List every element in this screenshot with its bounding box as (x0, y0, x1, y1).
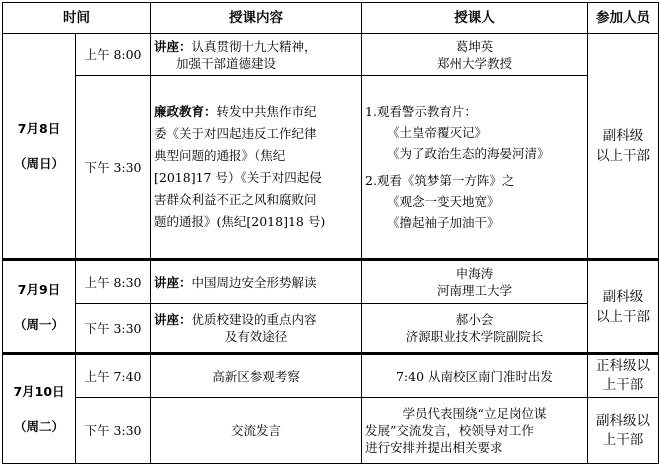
speaker-cell (362, 260, 588, 304)
table-row (3, 354, 659, 398)
table-row (3, 304, 659, 354)
audience-line: 上干部 (602, 431, 644, 448)
speaker-list-line: 《为了政治生态的海晏河清》 (387, 146, 550, 161)
session-keyword: 廉政教育： (154, 104, 217, 119)
schedule-table (2, 2, 659, 464)
speaker-cell (362, 76, 588, 260)
content-line: 题的通报》(焦纪[2018]18 号) (154, 214, 326, 229)
content-line: [2018]17 号）《关于对四起侵 (154, 170, 322, 185)
speaker-list-line: 《土皇帝覆灭记》 (387, 125, 488, 140)
day-date: 7月9日 (17, 281, 61, 297)
content-line: 典型问题的通报》（焦纪 (154, 148, 286, 163)
session-content (151, 34, 362, 76)
speaker-cell (362, 34, 588, 76)
day-weekday: （周二） (13, 419, 64, 434)
header-content: 授课内容 (151, 3, 362, 34)
day-cell (3, 354, 76, 464)
speaker-list-item: 1.观看警示教育片： (365, 104, 477, 119)
audience-line: 以上干部 (596, 148, 650, 164)
speaker-cell (362, 304, 588, 354)
speaker-list-line: 《观念一变天地宽》 (387, 194, 500, 209)
audience-line: 上干部 (602, 377, 644, 393)
day-date: 7月8日 (17, 121, 61, 136)
audience-line: 副科级 (602, 128, 644, 144)
content-line: 认真贯彻十九大精神， (191, 38, 317, 54)
header-speaker: 授课人 (362, 3, 588, 34)
session-content (151, 76, 362, 260)
audience-line: 以上干部 (596, 308, 650, 325)
audience-line: 副科级 (602, 288, 644, 305)
content-line: 害群众利益不正之风和腐败问 (154, 192, 317, 207)
session-time: 下午 3:30 (76, 76, 151, 260)
speaker-name: 郝小会 (455, 312, 494, 327)
session-content (151, 304, 362, 354)
speaker-line: 学员代表围绕“立足岗位谋 (402, 406, 547, 421)
day-weekday: （周日） (13, 156, 64, 171)
speaker-title: 河南理工大学 (436, 283, 512, 298)
session-keyword: 讲座： (154, 274, 192, 290)
speaker-cell: 7:40 从南校区南门准时出发 (362, 354, 588, 398)
session-time: 上午 8:30 (76, 260, 151, 304)
content-line: 转发中共焦作市纪 (216, 104, 317, 119)
content-line: 委《关于对四起违反工作纪律 (154, 126, 317, 141)
speaker-cell (362, 398, 588, 464)
speaker-line: 发展”交流发言，校领导对工作 (365, 423, 534, 438)
speaker-name: 葛坤英 (455, 38, 494, 54)
session-time: 下午 3:30 (76, 398, 151, 464)
day-weekday: （周一） (13, 316, 64, 332)
speaker-title: 济源职业技术学院副院长 (405, 329, 544, 344)
table-row (3, 398, 659, 464)
header-audience: 参加人员 (588, 3, 659, 34)
audience-cell (588, 34, 659, 260)
session-time: 下午 3:30 (76, 304, 151, 354)
session-keyword: 讲座： (154, 312, 192, 327)
table-row (3, 260, 659, 304)
content-line: 及有效途径 (224, 329, 288, 344)
day-cell (3, 260, 76, 354)
header-time: 时间 (3, 3, 151, 34)
session-content: 高新区参观考察 (151, 354, 362, 398)
content-line: 优质校建设的重点内容 (191, 312, 317, 327)
header-row (3, 3, 659, 34)
speaker-list-line: 《撸起袖子加油干》 (387, 215, 500, 230)
speaker-list-item: 2.观看《筑梦第一方阵》之 (365, 173, 515, 188)
table-row (3, 76, 659, 260)
session-content: 交流发言 (151, 398, 362, 464)
day-date: 7月10日 (13, 384, 65, 399)
speaker-name: 申海涛 (455, 266, 494, 281)
speaker-line: 进行安排并提出相关要求 (365, 440, 503, 455)
content-line: 中国周边安全形势解读 (191, 274, 317, 290)
content-line: 加强干部道德建设 (176, 55, 277, 71)
speaker-title: 郑州大学教授 (436, 55, 512, 71)
day-cell (3, 34, 76, 260)
session-keyword: 讲座： (154, 38, 192, 54)
audience-cell (588, 354, 659, 398)
session-time: 上午 7:40 (76, 354, 151, 398)
audience-cell (588, 260, 659, 354)
session-time: 上午 8:00 (76, 34, 151, 76)
audience-cell (588, 398, 659, 464)
table-row (3, 34, 659, 76)
audience-line: 副科级以 (596, 412, 650, 429)
session-content (151, 260, 362, 304)
audience-line: 正科级以 (596, 358, 650, 374)
